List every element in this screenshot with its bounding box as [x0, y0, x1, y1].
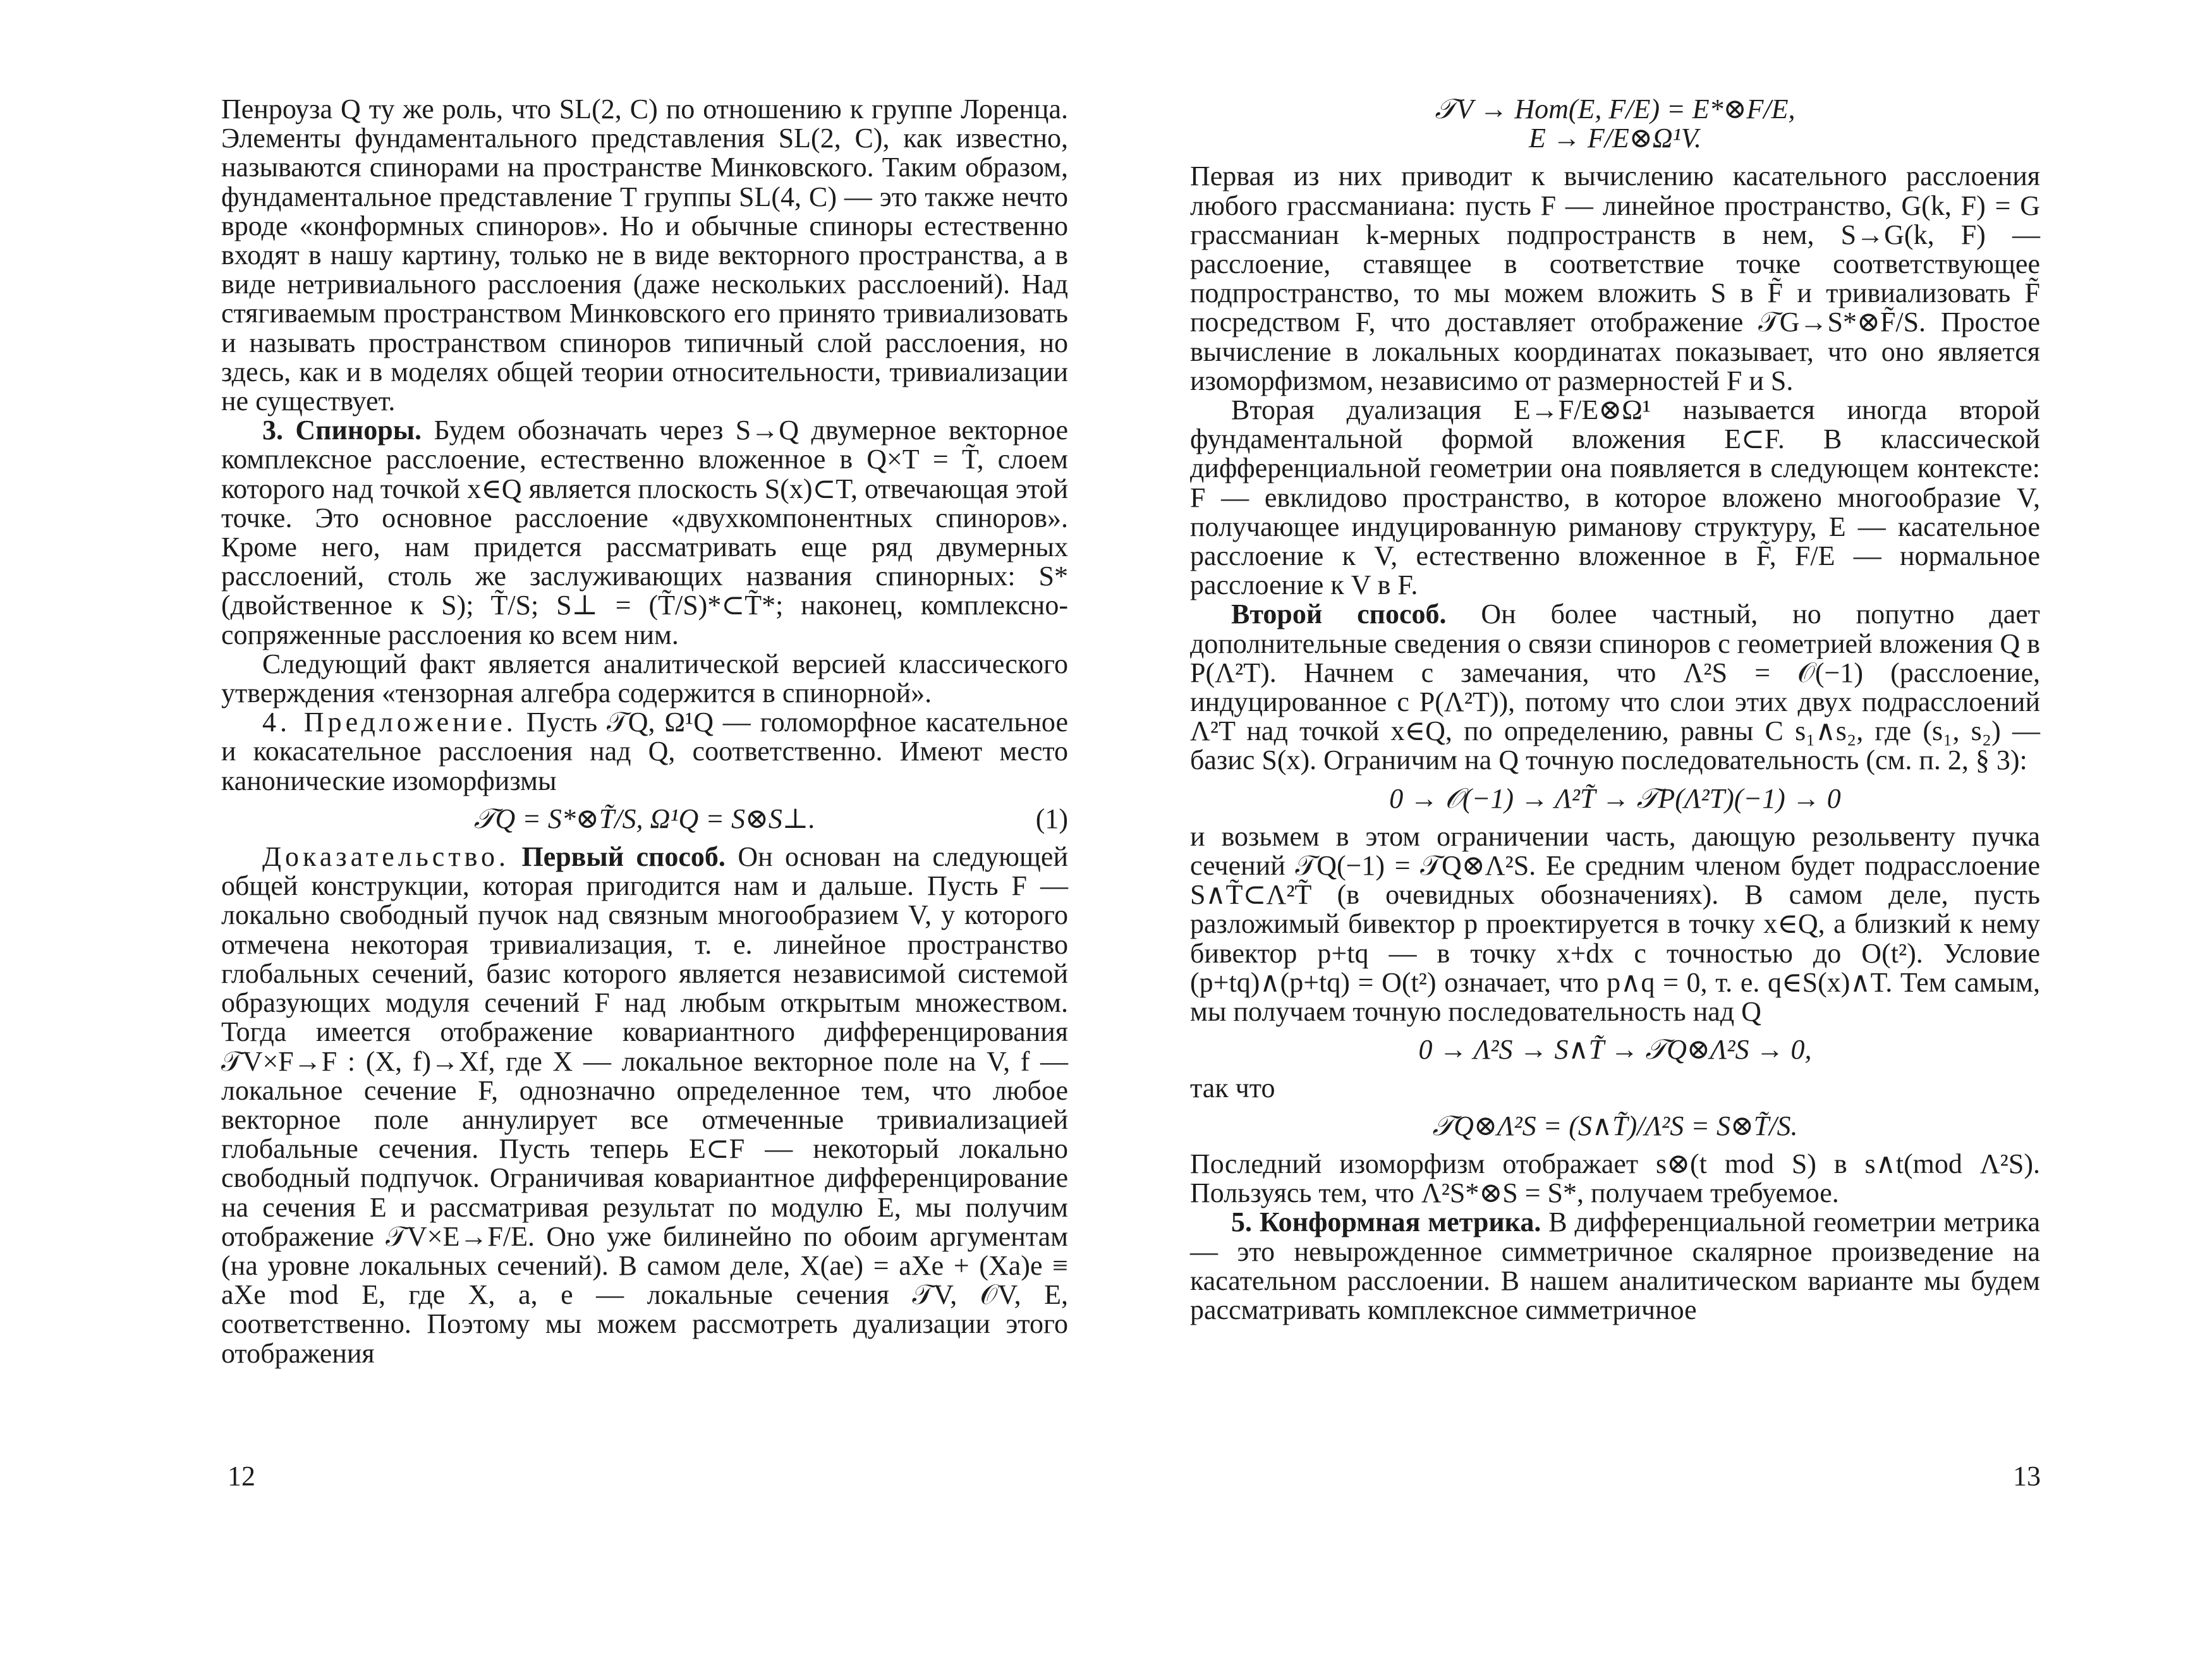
- paragraph-so-that: так что: [1190, 1072, 1275, 1103]
- paragraph-last-iso: Последний изоморфизм отображает s⊗(t mod S) в s∧t(mod Λ²S). Пользуясь тем, что Λ²S*⊗S = S*, получаем требуемое.: [1190, 1148, 2040, 1209]
- proof-title: Доказательство.: [262, 841, 510, 873]
- section-5-text: В дифференциальной геометрии метрика — это невырожденное симметричное скалярное произведение на касательном расслоении. В нашем аналитическом варианте мы будем рассматривать комплексное симметричное: [1190, 1206, 2040, 1325]
- paragraph-grassmannian: Первая из них приводит к вычислению касательного расслоения любого грассманиана: пусть F — линейное пространство, G(k, F) = G грассманиан k-мерных подпространств в нем, S→G(k, F) — расслоение, ставящее в соответствие точке соответствующее подпространство, то мы можем вложить S в F̃ и тривиализовать F̃ посредством F, что доставляет отображение 𝒯G→S*⊗F̃/S. Простое вычисление в локальных координатах показывает, что оно является изоморфизмом, независимо от размерностей F и S.: [1190, 161, 2040, 396]
- page-number-right: 13: [2013, 1461, 2041, 1492]
- formula-exact-sequence-2: 0 → Λ²S → S∧T̃ → 𝒯Q⊗Λ²S → 0,: [1418, 1034, 1812, 1066]
- second-method-title: Второй способ.: [1231, 599, 1447, 630]
- formula-exact-sequence-1: 0 → 𝒪(−1) → Λ²T̃ → 𝒯P(Λ²T)(−1) → 0: [1389, 782, 1841, 814]
- paragraph-second-form: Вторая дуализация E→F/E⊗Ω¹ называется иногда второй фундаментальной формой вложения E⊂F. В классической дифференциальной геометрии она появляется в следующем контексте: F — евклидово пространство, в которое вложено многообразие V, получающее индуцированную риманову структуру, E — касательное расслоение к V, естественно вложенное в F̃, F/E — нормальное расслоение к V в F.: [1190, 394, 2040, 601]
- formula-1: [221, 805, 1068, 834]
- left-page: [0, 0, 1100, 1659]
- formula-isomorphism: 𝒯Q⊗Λ²S = (S∧T̃)/Λ²S = S⊗T̃/S.: [1432, 1110, 1798, 1141]
- proposition-text: Пусть 𝒯Q, Ω¹Q — голоморфное касательное и кокасательное расслоения над Q, соответственно. Имеют место канонические изоморфизмы: [221, 707, 1069, 796]
- right-text-column: [1190, 95, 2040, 1325]
- formula-dualization-b: E → F/E⊗Ω¹V.: [1529, 123, 1701, 154]
- proof-paragraph: [221, 842, 1068, 1368]
- proposition-4: [221, 708, 1068, 796]
- paragraph-resolvent: и возьмем в этом ограничении часть, дающую резольвенту пучка сечений 𝒯Q(−1) = 𝒯Q⊗Λ²S. Ее средним членом будет подрасслоение S∧T̃⊂Λ²T̃ (в очевидных обозначениях). В самом деле, пусть разложимый бивектор p проектируется в точку x∈Q, а близкий к нему бивектор p+tq — в точку x+dx с точностью до O(t²). Условие (p+tq)∧(p+tq) = O(t²) означает, что p∧q = 0, т. е. q∈S(x)∧T. Тем самым, мы получаем точную последовательность над Q: [1190, 820, 2040, 1028]
- section-3-title: 3. Спиноры.: [262, 415, 422, 446]
- section-3-spinors: [221, 416, 1068, 650]
- paragraph-fact: Следующий факт является аналитической версией классического утверждения «тензорная алгебра содержится в спинорной».: [221, 648, 1068, 709]
- formula-1-number: (1): [1035, 803, 1068, 834]
- proof-first-method: Первый способ.: [521, 841, 726, 873]
- proof-text: Он основан на следующей общей конструкции, которая пригодится нам и дальше. Пусть F — локально свободный пучок над связным многообразием V, у которого отмечена некоторая тривиализация, т. е. линейное пространство глобальных сечений, базис которого является независимой системой образующих модуля сечений F над любым открытым множеством. Тогда имеется отображение ковариантного дифференцирования 𝒯V×F→F : (X, f)→Xf, где X — локальное векторное поле на V, f — локальное сечение F, однозначно определенное тем, что любое векторное поле аннулирует все отмеченные тривиализацией глобальные сечения. Пусть теперь E⊂F — некоторый локально свободный подпучок. Ограничивая ковариантное дифференцирование на сечения E и рассматривая результат по модулю E, мы получим отображение 𝒯V×E→F/E. Оно уже билинейно по обоим аргументам (на уровне локальных сечений). В самом деле, X(ae) = aXe + (Xa)e ≡ aXe mod E, где X, a, e — локальные сечения 𝒯V, 𝒪V, E, соответственно. Поэтому мы можем рассмотреть дуализации этого отображения: [221, 841, 1068, 1369]
- paragraph-second-method: [1190, 600, 2040, 775]
- section-3-text: Будем обозначать через S→Q двумерное векторное комплексное расслоение, естественно вложенное в Q×T = T̃, слоем которого над точкой x∈Q является плоскость S(x)⊂T, отвечающая этой точке. Это основное расслоение «двухкомпонентных спиноров». Кроме него, нам придется рассматривать еще ряд двумерных расслоений, столь же заслуживающих названия спинорных: S* (двойственное к S); T̃/S; S⊥ = (T̃/S)*⊂T̃*; наконец, комплексно-сопряженные расслоения ко всем ним.: [221, 415, 1069, 650]
- page-number-left: 12: [228, 1461, 255, 1492]
- section-5-conformal: [1190, 1208, 2040, 1325]
- right-page: [1112, 0, 2212, 1659]
- left-text-column: [221, 95, 1068, 1368]
- formula-dualization-a: 𝒯V → Hom(E, F/E) = E*⊗F/E,: [1435, 94, 1796, 125]
- section-5-title: 5. Конформная метрика.: [1231, 1206, 1541, 1238]
- second-method-text: Он более частный, но попутно дает дополнительные сведения о связи спиноров с геометрией вложения Q в P(Λ²T). Начнем с замечания, что Λ²S = 𝒪(−1) (расслоение, индуцированное с P(Λ²T)), потому что слои этих двух подрасслоений Λ²T над точкой x∈Q, по определению, равны C s₁∧s₂, где (s₁, s₂) — базис S(x). Ограничим на Q точную последовательность (см. п. 2, § 3):: [1190, 599, 2040, 776]
- proposition-title: 4. Предложение.: [262, 707, 517, 738]
- formula-1-body: 𝒯Q = S*⊗T̃/S, Ω¹Q = S⊗S⊥.: [473, 803, 816, 834]
- paragraph-penrose: Пенроуза Q ту же роль, что SL(2, C) по отношению к группе Лоренца. Элементы фундаментального представления SL(2, C), как известно, называются спинорами на пространстве Минковского. Таким образом, фундаментальное представление T группы SL(4, C) — это также нечто вроде «конформных спиноров». Но и обычные спиноры естественно входят в нашу картину, только не в виде векторного пространства, а в виде нетривиального расслоения (даже нескольких расслоений). Над стягиваемым пространством Минковского его принято тривиализовать и называть пространством спиноров типичный слой расслоения, но здесь, как и в моделях общей теории относительности, тривиализации не существует.: [221, 94, 1068, 417]
